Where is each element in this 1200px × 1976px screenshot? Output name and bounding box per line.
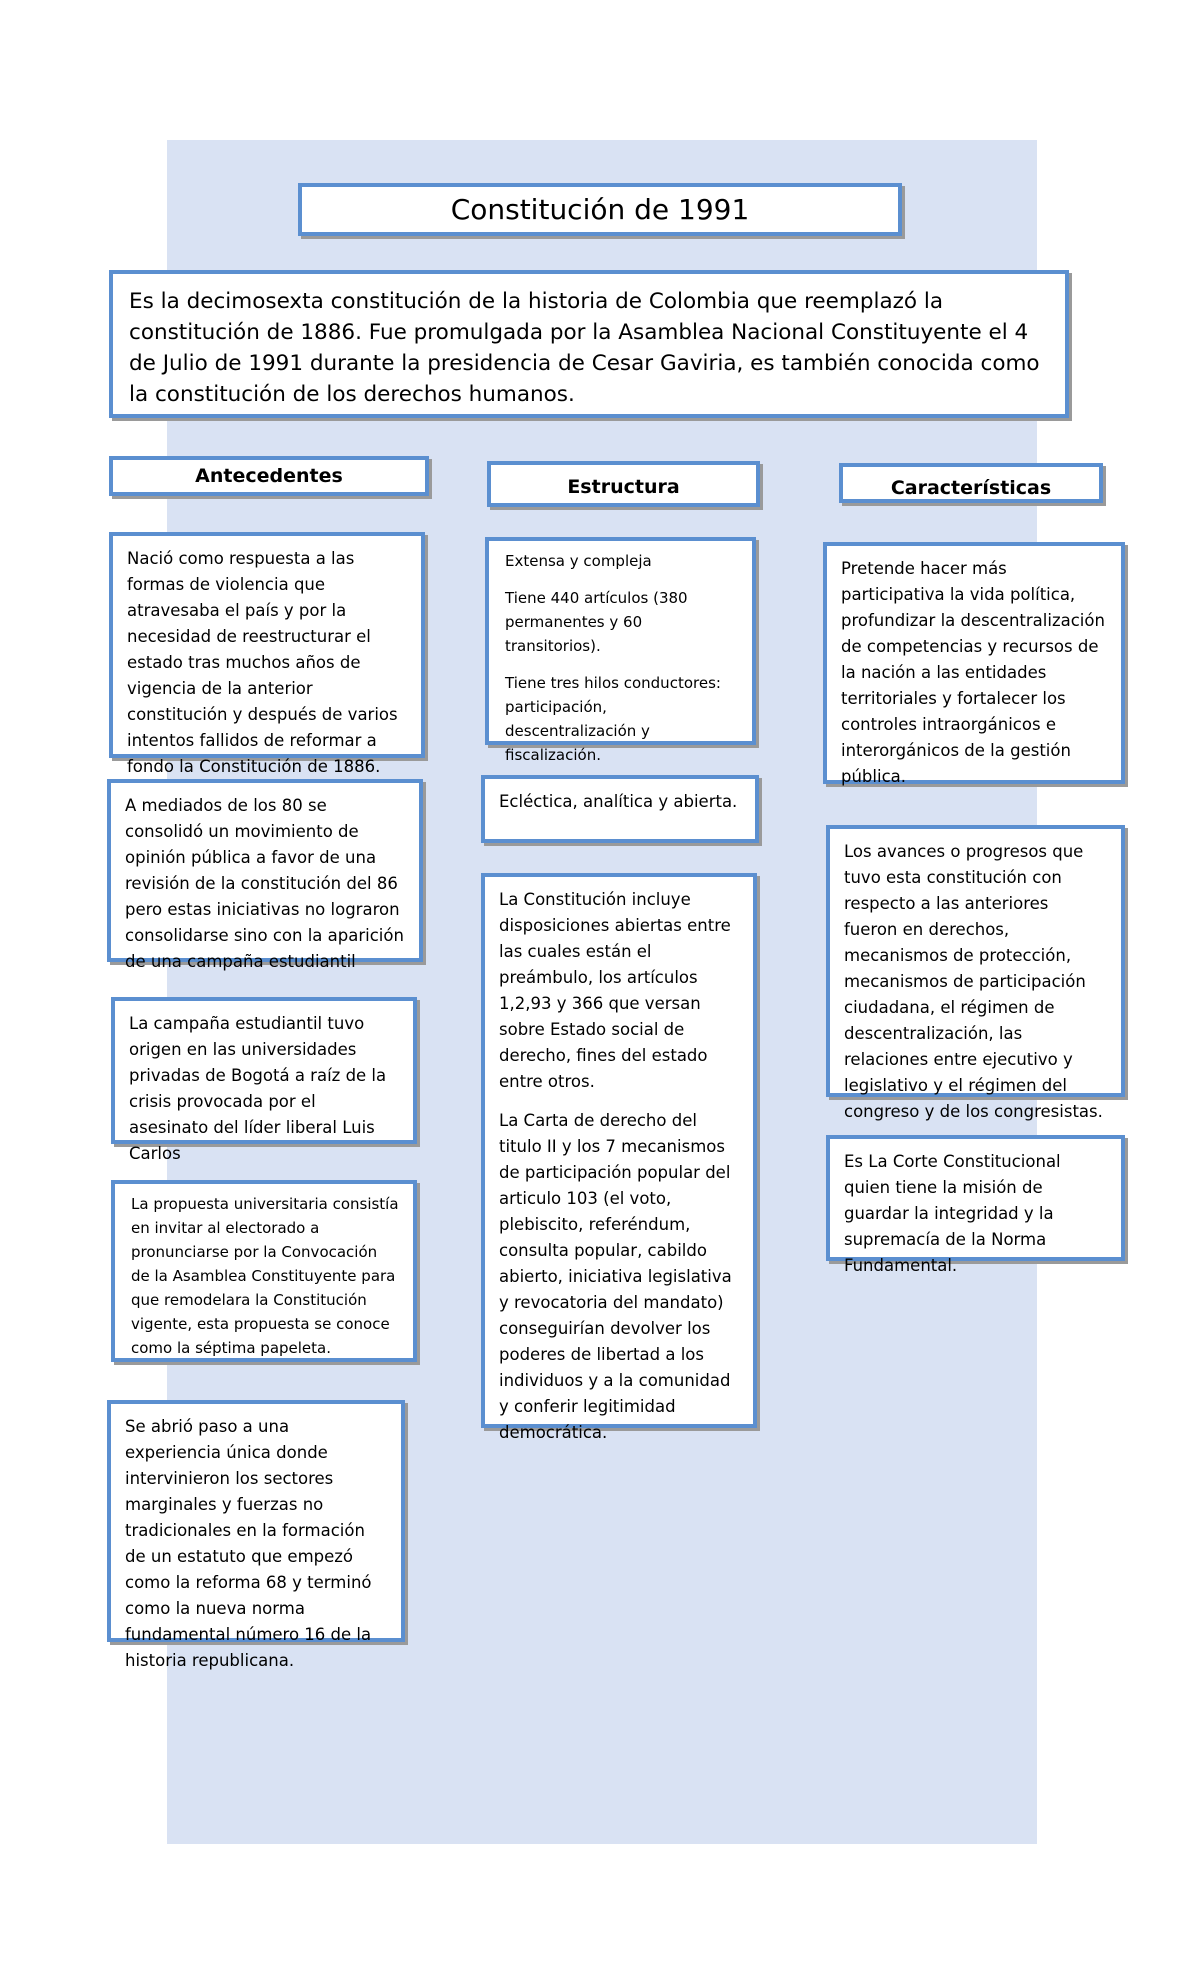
estructura-box-2 [481,775,759,843]
antecedentes-text-2: A mediados de los 80 se consolidó un movimiento de opinión pública a favor de una revisión de la constitución del 86 pero estas iniciativas no lograron consolidarse sino con la aparición de una campaña estudiantil [125,796,404,971]
heading-estructura-text: Estructura [567,476,680,498]
estructura-text-3b: La Carta de derecho del titulo II y los 7 mecanismos de participación popular del articulo 103 (el voto, plebiscito, referéndum, consulta popular, cabildo abierto, iniciativa legislativa y revocatoria del mandato) conseguirían devolver los poderes de libertad a los individuos y a la comunidad y conferir legitimidad democrática. [499,1111,732,1442]
intro-box [109,270,1069,418]
antecedentes-box-2 [107,779,423,971]
antecedentes-text-1: Nació como respuesta a las formas de violencia que atravesaba el país y por la necesidad de reestructurar el estado tras muchos años de vigencia de la anterior constitución y después de varios intentos fallidos de reformar a fondo la Constitución de 1886. [127,549,398,776]
estructura-text-1b: Tiene 440 artículos (380 permanentes y 60 transitorios). [505,589,688,655]
antecedentes-box-4 [111,1180,417,1362]
antecedentes-text-3: La campaña estudiantil tuvo origen en las universidades privadas de Bogotá a raíz de la crisis provocada por el asesinato del líder liberal Luis Carlos [129,1014,387,1163]
estructura-text-2: Ecléctica, analítica y abierta. [499,792,738,811]
heading-caracteristicas [839,463,1103,503]
intro-text: Es la decimosexta constitución de la historia de Colombia que reemplazó la constitución de 1886. Fue promulgada por la Asamblea Nacional Constituyente el 4 de Julio de 1991 durante la presidencia de Cesar Gaviria, es también conocida como la constitución de los derechos humanos. [129,289,1040,407]
antecedentes-box-5 [107,1400,405,1670]
caracteristicas-box-3 [826,1135,1125,1275]
caracteristicas-text-2: Los avances o progresos que tuvo esta constitución con respecto a las anteriores fueron en derechos, mecanismos de protección, mecanismos de participación ciudadana, el régimen de descentralización, las relaciones entre ejecutivo y legislativo y el régimen del congreso y de los congresistas. [844,842,1103,1121]
estructura-box-1 [485,537,756,764]
caracteristicas-box-2 [826,825,1125,1121]
antecedentes-text-5: Se abrió paso a una experiencia única donde intervinieron los sectores marginales y fuerzas no tradicionales en la formación de un estatuto que empezó como la reforma 68 y terminó como la nueva norma fundamental número 16 de la historia republicana. [125,1417,372,1670]
title-text: Constitución de 1991 [450,193,750,226]
estructura-text-1a: Extensa y compleja [505,552,652,570]
antecedentes-text-4: La propuesta universitaria consistía en invitar al electorado a pronunciarse por la Convocación de la Asamblea Constituyente para que remodelara la Constitución vigente, esta propuesta se conoce como la séptima papeleta. [131,1195,399,1357]
diagram-title [298,183,902,236]
caracteristicas-box-1 [823,542,1125,784]
heading-antecedentes-text: Antecedentes [195,465,343,487]
heading-antecedentes [109,456,429,496]
estructura-box-3 [481,873,757,1442]
antecedentes-box-3 [111,997,417,1163]
caracteristicas-text-3: Es La Corte Constitucional quien tiene la misión de guardar la integridad y la supremacía de la Norma Fundamental. [844,1152,1061,1275]
heading-estructura [487,461,760,507]
estructura-text-1c: Tiene tres hilos conductores: participación, descentralización y fiscalización. [505,674,721,764]
antecedentes-box-1 [109,532,425,776]
estructura-text-3a: La Constitución incluye disposiciones abiertas entre las cuales están el preámbulo, los artículos 1,2,93 y 366 que versan sobre Estado social de derecho, fines del estado entre otros. [499,890,731,1091]
caracteristicas-text-1: Pretende hacer más participativa la vida política, profundizar la descentralización de competencias y recursos de la nación a las entidades territoriales y fortalecer los controles intraorgánicos e interorgánicos de la gestión pública. [841,559,1105,786]
heading-caracteristicas-text: Características [890,477,1052,499]
